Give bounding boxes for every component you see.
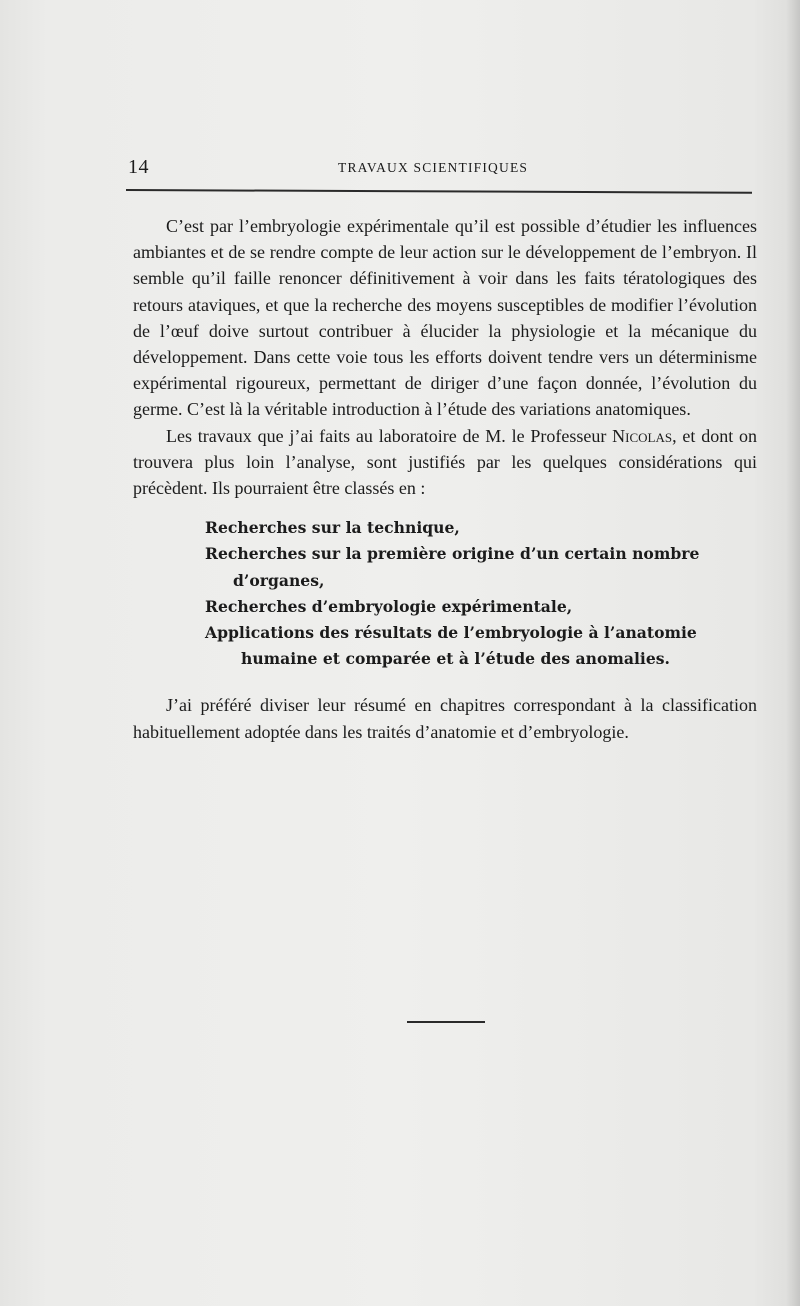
list-item: Recherches sur la technique, bbox=[205, 518, 460, 538]
running-title: TRAVAUX SCIENTIFIQUES bbox=[338, 160, 529, 175]
paragraph-laboratory-work-start: Les travaux que j’ai faits au laboratoire de M. le Professeur bbox=[166, 425, 613, 446]
paragraph-laboratory-work bbox=[133, 423, 757, 502]
page-number: 14 bbox=[128, 156, 149, 178]
list-item: Recherches d’embryologie expérimentale, bbox=[205, 596, 573, 616]
page-header bbox=[128, 154, 754, 184]
paragraph-embryology-intro: C’est par l’embryologie expérimentale qu’il est possible d’étudier les influences ambiantes et de se rendre compte de leur action sur le développement de l’embryon. Il semble qu’il faille renoncer définitivement à voir dans les faits tératologiques des retours ataviques, et que la recherche des moyens susceptibles de modifier l’évolution de l’œuf doive surtout contribuer à élucider la physiologie et la mécanique du développement. Dans cette voie tous les efforts doivent tendre vers un déterminisme expérimental rigoureux, permettant de diriger d’une façon donnée, l’évolution du germe. C’est là la véritable introduction à l’étude des variations anatomiques. bbox=[133, 216, 757, 420]
end-rule bbox=[407, 1021, 485, 1023]
list-item-continuation: humaine et comparée et à l’étude des anomalies. bbox=[241, 649, 670, 669]
list-item-continuation: d’organes, bbox=[233, 570, 325, 590]
list-item: Applications des résultats de l’embryologie à l’anatomie bbox=[205, 623, 697, 643]
professor-name: Nicolas bbox=[612, 425, 673, 446]
paragraph-classification: J’ai préféré diviser leur résumé en chapitres correspondant à la classification habituellement adoptée dans les traités d’anatomie et d’embryologie. bbox=[133, 695, 757, 742]
body-text bbox=[133, 213, 757, 745]
header-rule bbox=[126, 189, 752, 194]
research-categories-list bbox=[133, 515, 757, 672]
paragraph-laboratory-work-end: , et dont on trouvera plus loin l’analyse, sont justifiés par les quelques considérations qui précèdent. Ils pourraient être classés en : bbox=[133, 425, 758, 499]
page-edge-shadow bbox=[786, 0, 800, 1306]
list-item: Recherches sur la première origine d’un certain nombre bbox=[205, 544, 700, 564]
